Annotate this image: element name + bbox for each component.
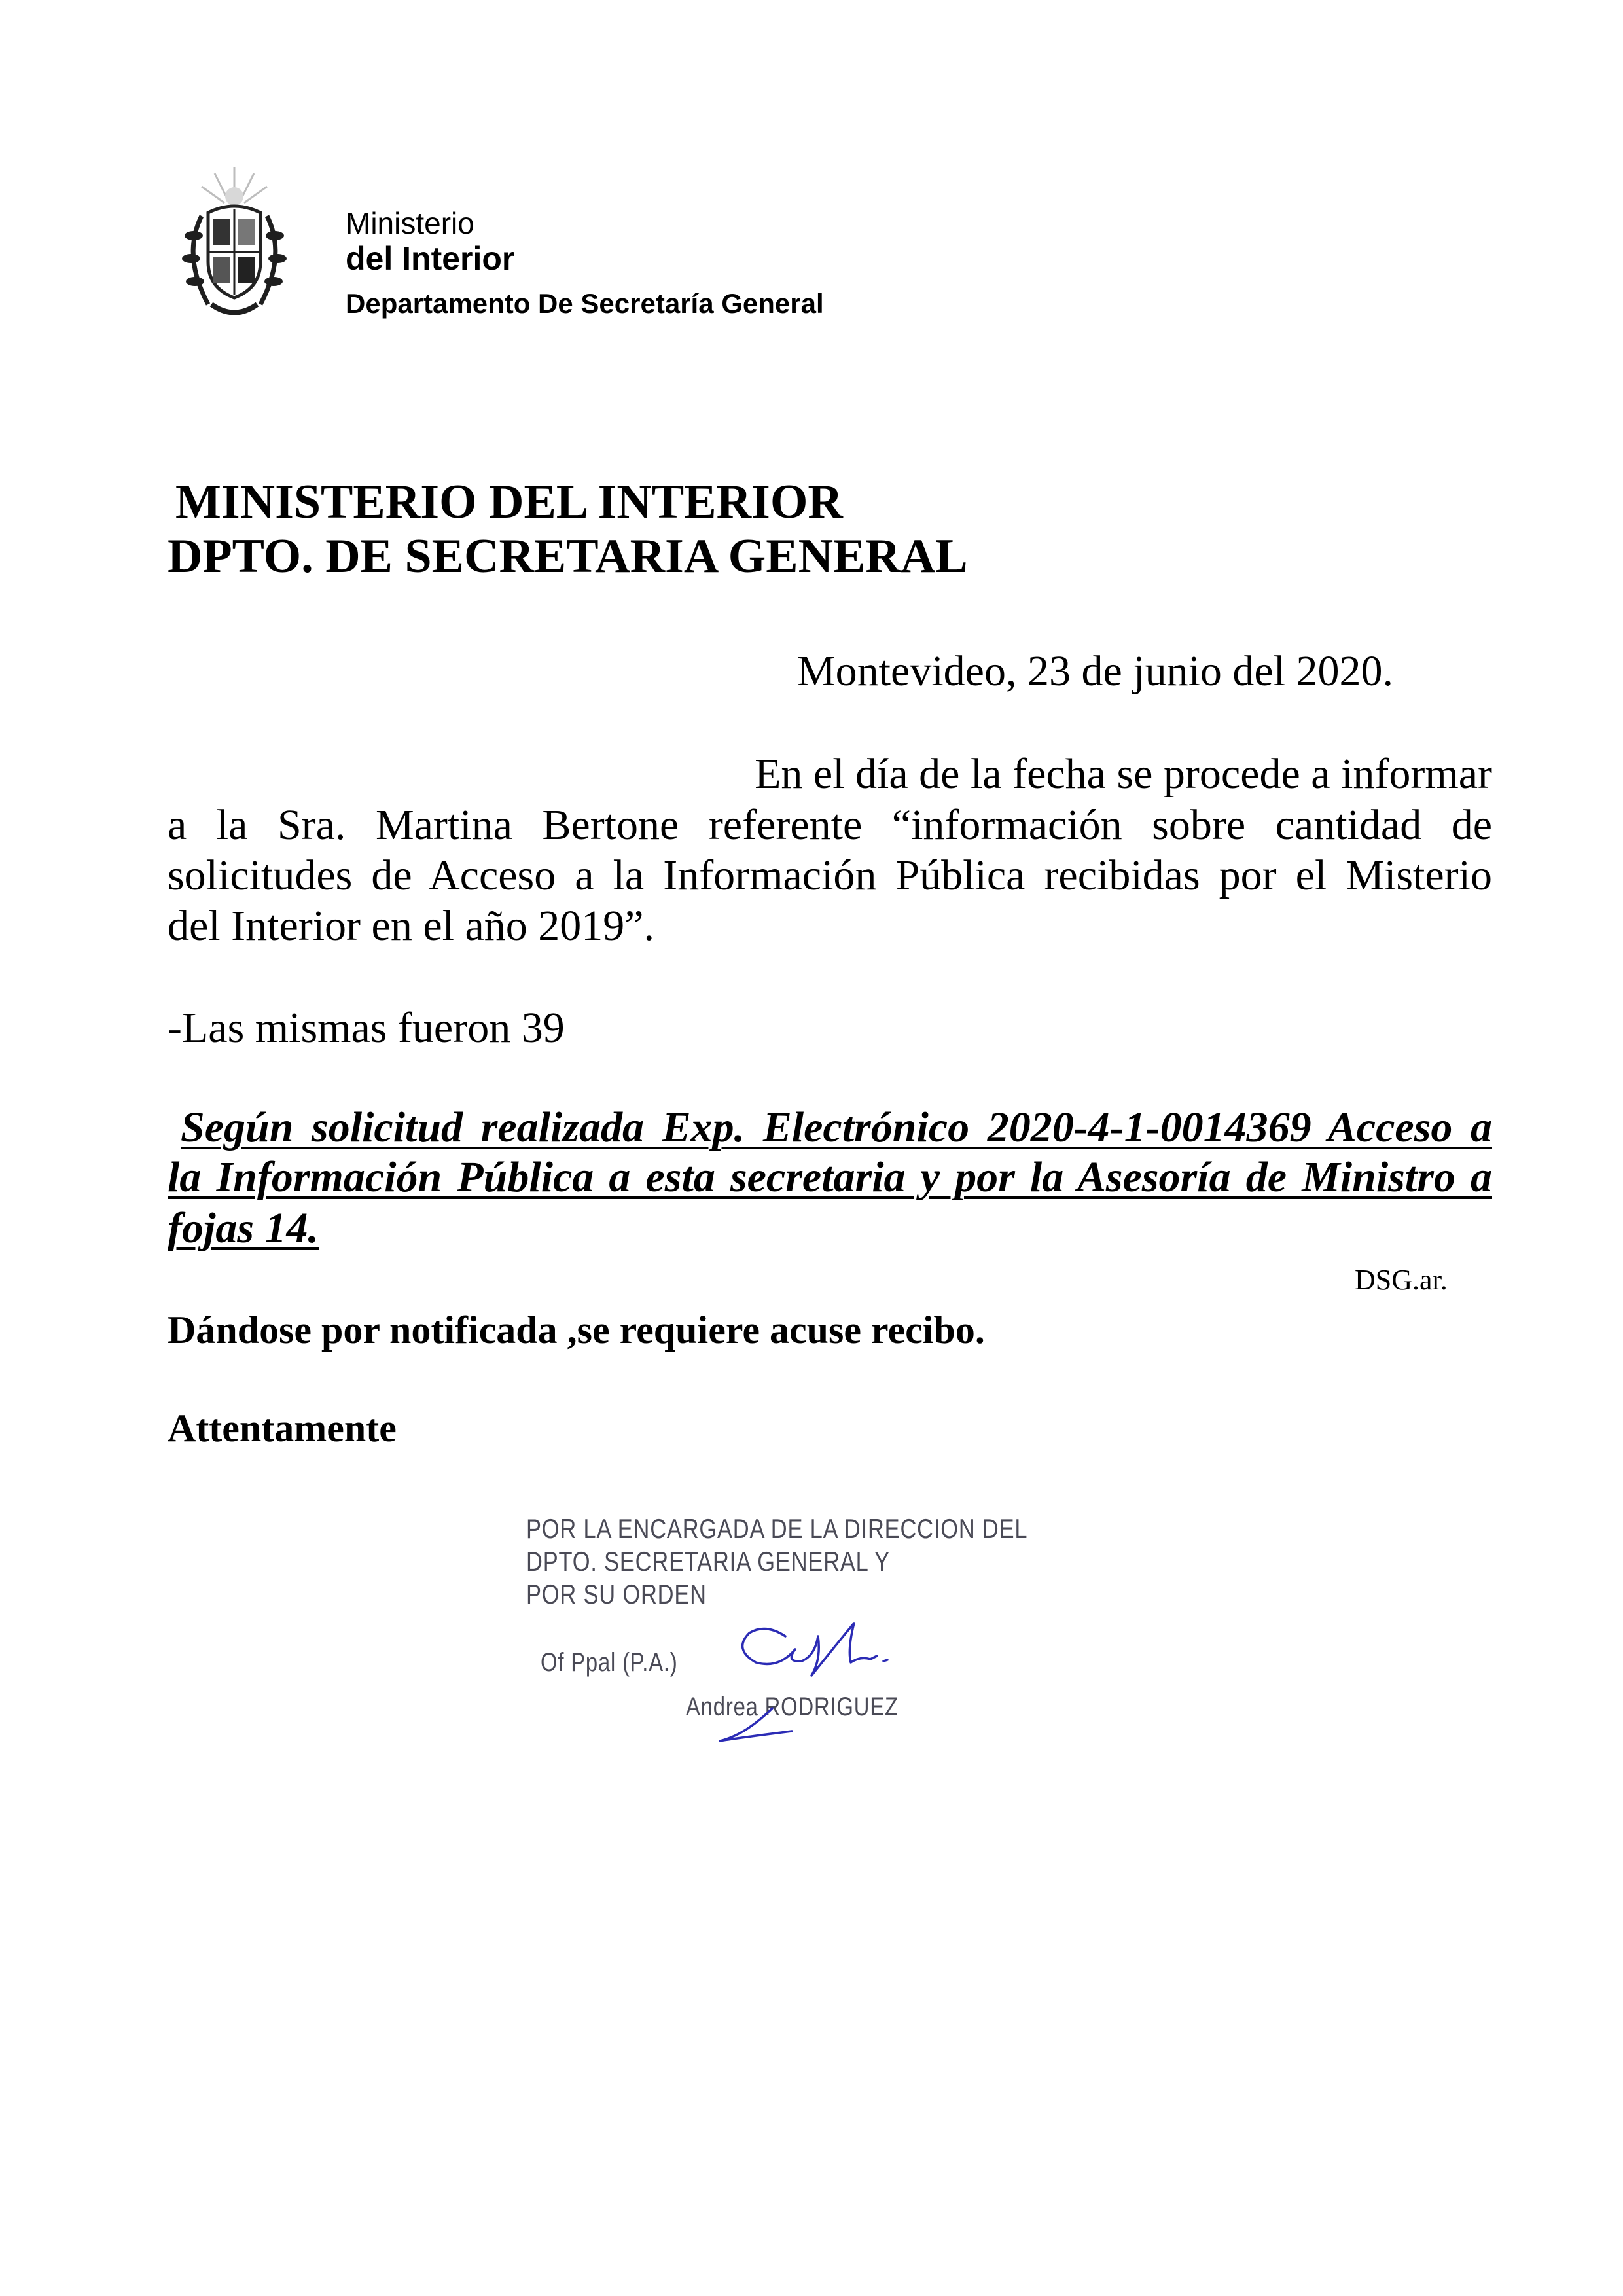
reference-line: Según solicitud realizada Exp. Electrónico 2020-4-1-0014369 Acceso a	[181, 1103, 1492, 1151]
document-subtitle: DPTO. DE SECRETARIA GENERAL	[168, 529, 968, 583]
body-line: En el día de la fecha se procede a informar	[755, 750, 1492, 798]
date-line: Montevideo, 23 de junio del 2020.	[797, 647, 1394, 695]
body-line: solicitudes de Acceso a la Información Pública recibidas por el Misterio	[168, 852, 1492, 899]
notification-line: Dándose por notificada ,se requiere acuse recibo.	[168, 1308, 985, 1352]
signature	[687, 1597, 936, 1754]
document-title: MINISTERIO DEL INTERIOR	[175, 475, 843, 529]
closing-line: Attentamente	[168, 1407, 397, 1450]
stamp-rank: Of Ppal (P.A.)	[541, 1648, 678, 1677]
letterhead-ministry: Ministerio	[346, 206, 474, 240]
stamp-name: Andrea RODRIGUEZ	[686, 1693, 899, 1721]
body-line: a la Sra. Martina Bertone referente “información sobre cantidad de	[168, 801, 1492, 849]
body-line: del Interior en el año 2019”.	[168, 902, 655, 950]
reference-line: fojas 14.	[168, 1204, 319, 1252]
stamp-line: DPTO. SECRETARIA GENERAL Y	[526, 1546, 890, 1577]
stamp-line: POR LA ENCARGADA DE LA DIRECCION DEL	[526, 1513, 1028, 1544]
letterhead-department: Departamento De Secretaría General	[346, 288, 824, 319]
stamp-line: POR SU ORDEN	[526, 1579, 707, 1609]
letterhead-ministry-name: del Interior	[346, 240, 515, 277]
reference-line: la Información Pública a esta secretaria y por la Asesoría de Ministro a	[168, 1153, 1492, 1201]
author-initials: DSG.ar.	[1355, 1264, 1448, 1296]
count-statement: -Las mismas fueron 39	[168, 1004, 565, 1052]
coat-of-arms-icon	[175, 164, 293, 327]
